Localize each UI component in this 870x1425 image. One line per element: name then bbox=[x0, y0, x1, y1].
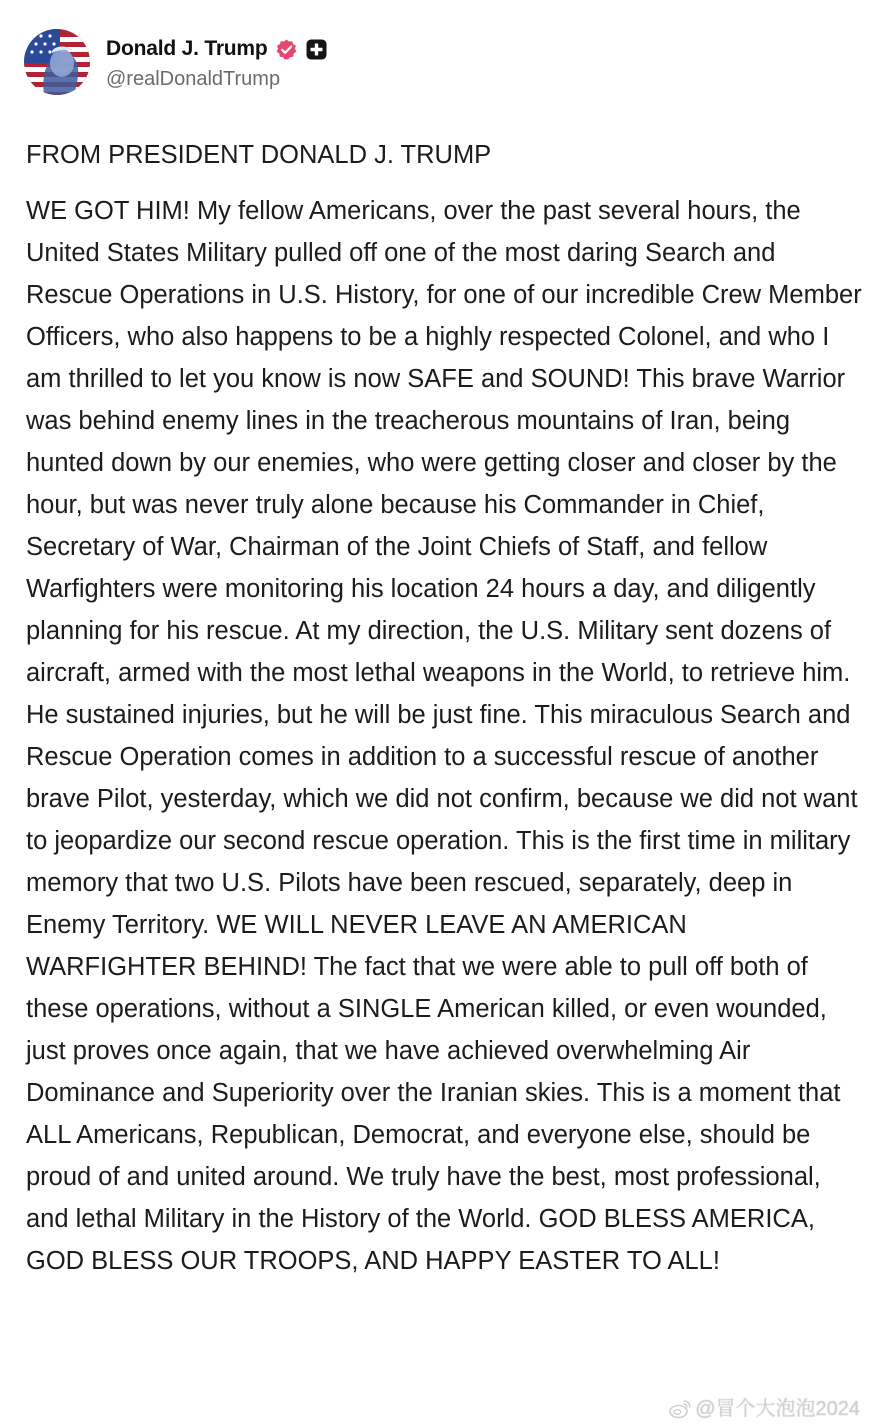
author-info bbox=[106, 33, 327, 91]
author-name-row bbox=[106, 33, 327, 65]
watermark bbox=[669, 1397, 860, 1421]
avatar-image bbox=[24, 29, 90, 95]
author-display-name[interactable]: Donald J. Trump bbox=[106, 37, 268, 60]
weibo-icon bbox=[669, 1399, 691, 1419]
author-handle[interactable]: @realDonaldTrump bbox=[106, 68, 281, 90]
post-intro: FROM PRESIDENT DONALD J. TRUMP bbox=[26, 141, 492, 169]
post-body bbox=[26, 134, 862, 1282]
post-text: WE GOT HIM! My fellow Americans, over the past several hours, the United States Military pulled off one of the most daring Search and Rescue Operations in U.S. History, for one of our incredible Crew Member Officers, who also happens to be a highly respected Colonel, and who I am thrilled to let you know is now SAFE and SOUND! This brave Warrior was behind enemy lines in the treacherous mountains of Iran, being hunted down by our enemies, who were getting closer and closer by the hour, but was never truly alone because his Commander in Chief, Secretary of War, Chairman of the Joint Chiefs of Staff, and fellow Warfighters were monitoring his location 24 hours a day, and diligently planning for his rescue. At my direction, the U.S. Military sent dozens of aircraft, armed with the most lethal weapons in the World, to retrieve him. He sustained injuries, but he will be just fine. This miraculous Search and Rescue Operation comes in addition to a successful rescue of another brave Pilot, yesterday, which we did not confirm, because we did not want to jeopardize our second rescue operation. This is the first time in military memory that two U.S. Pilots have been rescued, separately, deep in Enemy Territory. WE WILL NEVER LEAVE AN AMERICAN WARFIGHTER BEHIND! The fact that we were able to pull off both of these operations, without a SINGLE American killed, or even wounded, just proves once again, that we have achieved overwhelming Air Dominance and Superiority over the Iranian skies. This is a moment that ALL Americans, Republican, Democrat, and everyone else, should be proud of and united around. We truly have the best, most professional, and lethal Military in the History of the World. GOD BLESS AMERICA, GOD BLESS OUR TROOPS, AND HAPPY EASTER TO ALL! bbox=[26, 197, 862, 1275]
post-header bbox=[24, 28, 327, 96]
plus-badge-icon bbox=[306, 39, 327, 60]
verified-badge-icon bbox=[275, 38, 298, 61]
watermark-text: @冒个大泡泡2024 bbox=[695, 1398, 860, 1420]
avatar[interactable] bbox=[24, 29, 90, 95]
